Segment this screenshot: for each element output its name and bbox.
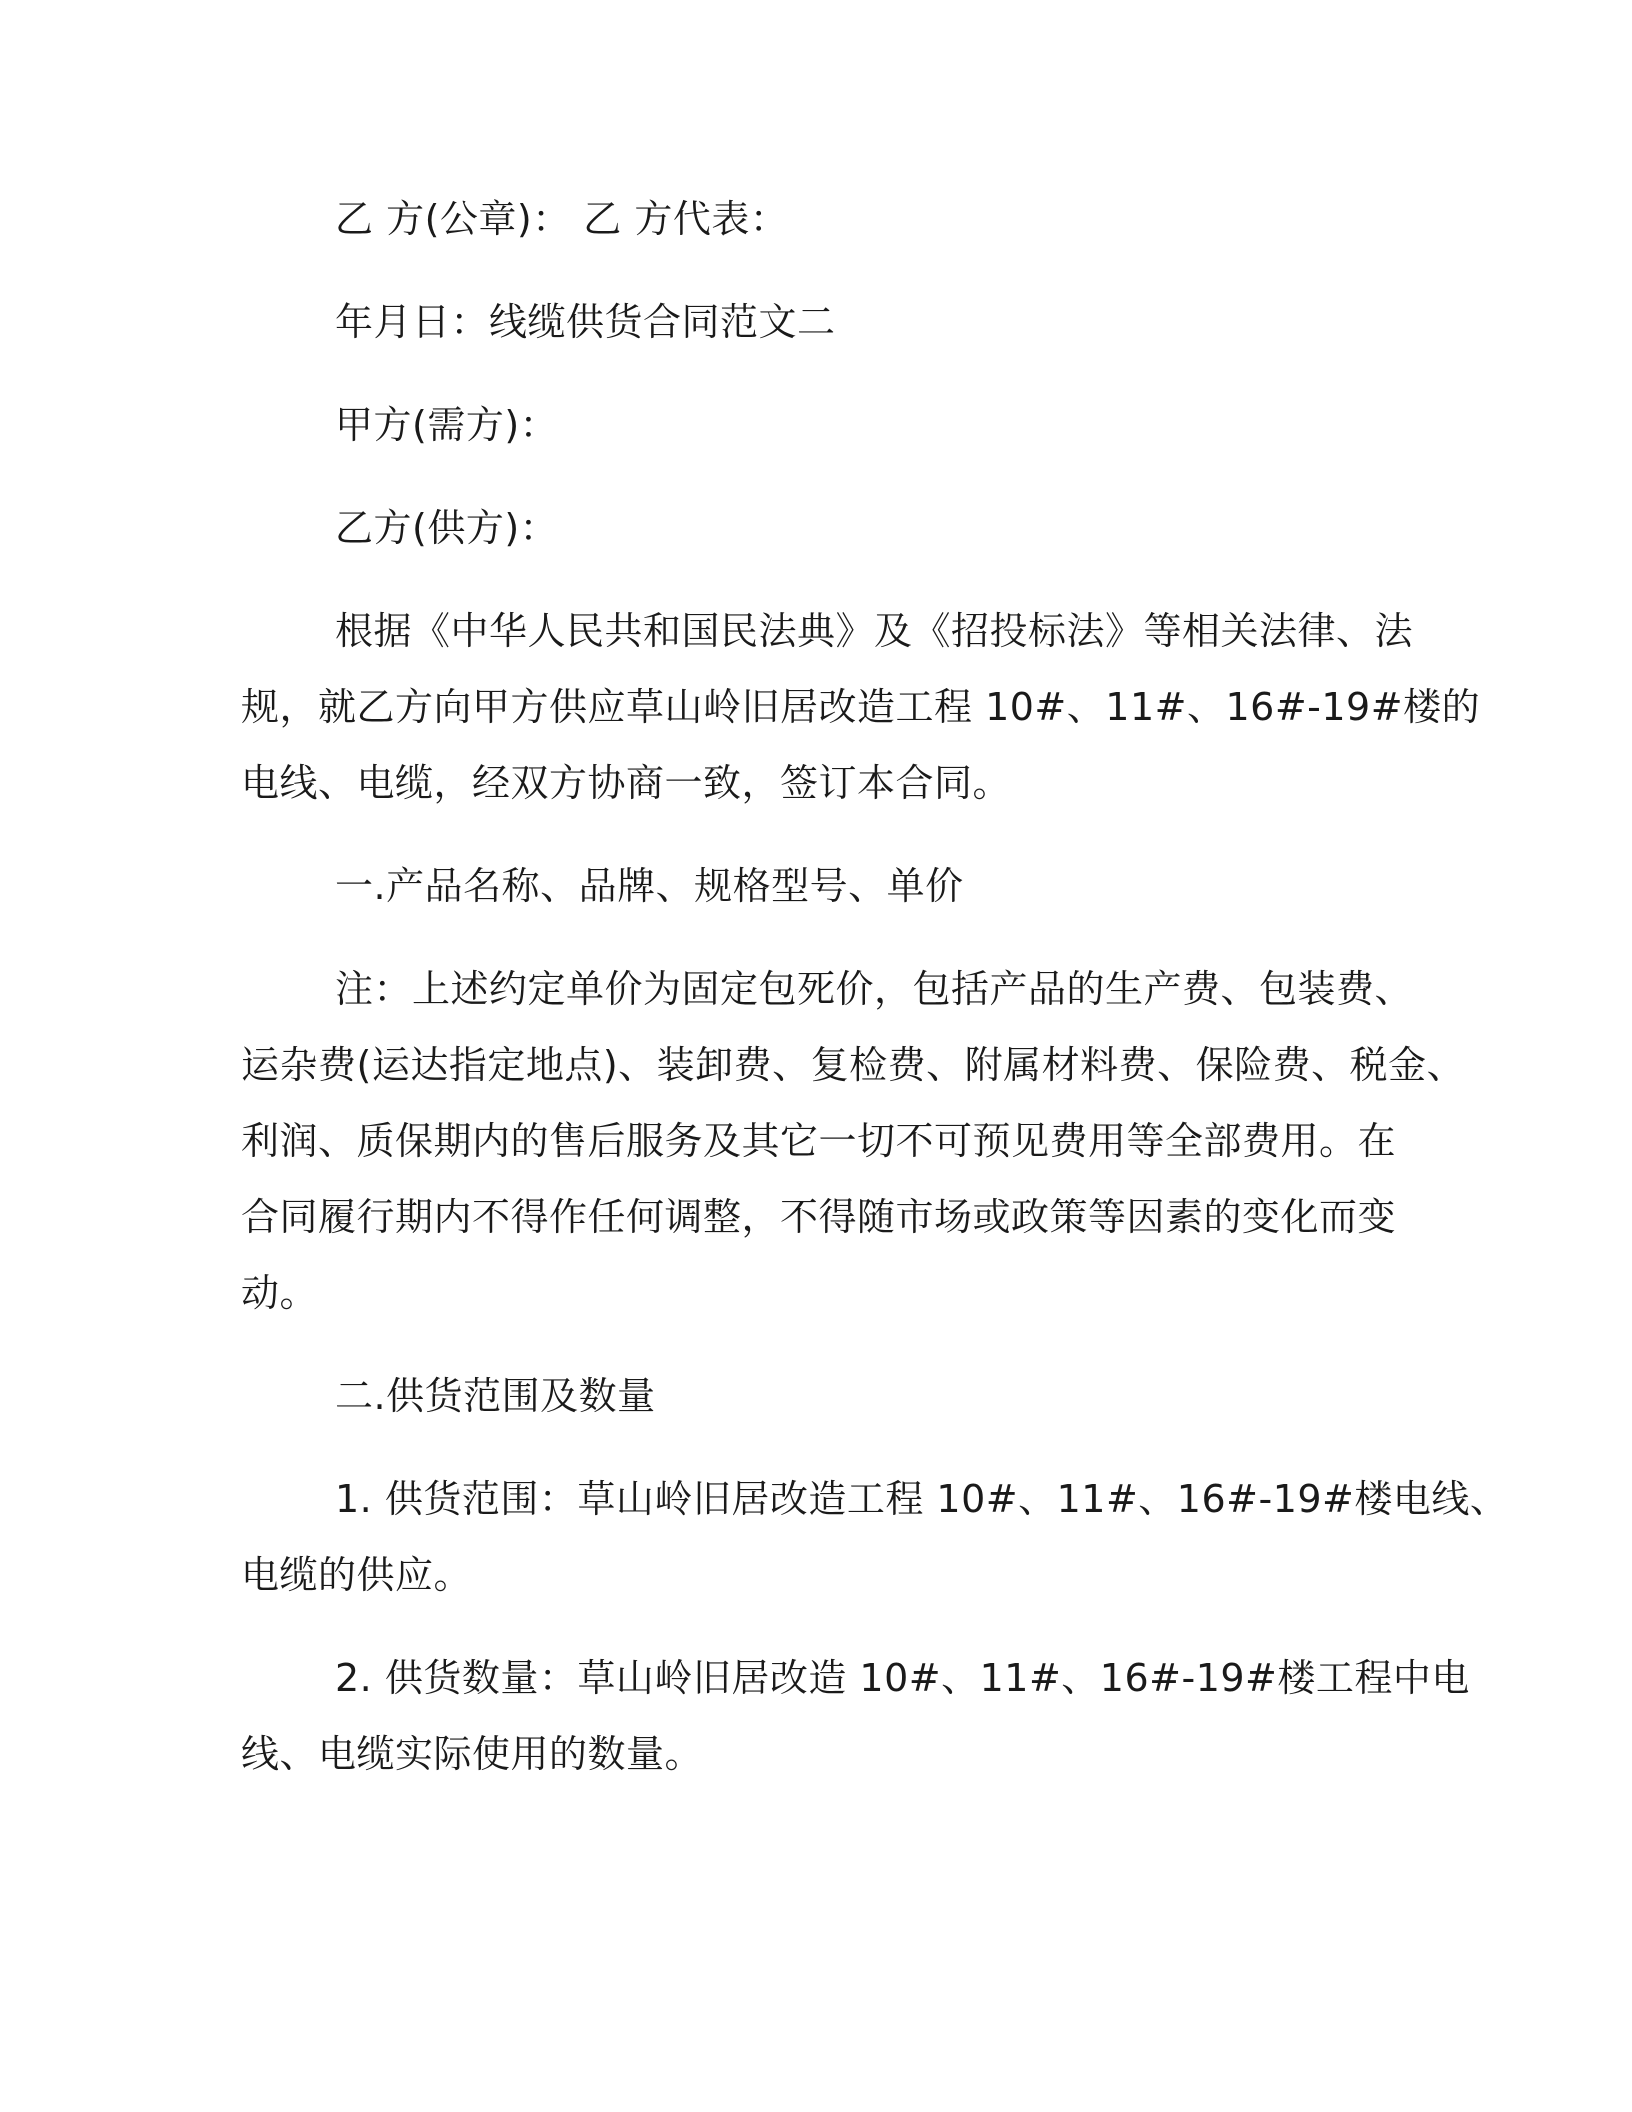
note-line-3: 利润、质保期内的售后服务及其它一切不可预见费用等全部费用。在 [241,1119,1397,1163]
note-line-4: 合同履行期内不得作任何调整，不得随市场或政策等因素的变化而变 [241,1195,1397,1239]
section-1-heading: 一.产品名称、品牌、规格型号、单价 [335,864,964,908]
party-b-line: 乙方(供方)： [335,506,559,550]
party-a-line: 甲方(需方)： [335,403,559,447]
note-line-5: 动。 [241,1271,319,1315]
note-line-2: 运杂费(运达指定地点)、装卸费、复检费、附属材料费、保险费、税金、 [241,1043,1466,1087]
party-b-seal-line: 乙 方(公章)： 乙 方代表： [335,197,789,241]
date-and-title-line: 年月日：线缆供货合同范文二 [335,300,836,344]
item-1-line-1: 1. 供货范围：草山岭旧居改造工程 10#、11#、16#-19#楼电线、 [335,1477,1509,1521]
item-2-line-1: 2. 供货数量：草山岭旧居改造 10#、11#、16#-19#楼工程中电 [335,1656,1470,1700]
section-2-heading: 二.供货范围及数量 [335,1374,656,1418]
item-2-line-2: 线、电缆实际使用的数量。 [241,1732,704,1776]
preamble-line-1: 根据《中华人民共和国民法典》及《招投标法》等相关法律、法 [335,609,1414,653]
preamble-line-2: 规，就乙方向甲方供应草山岭旧居改造工程 10#、11#、16#-19#楼的 [241,685,1481,729]
item-1-line-2: 电缆的供应。 [241,1553,473,1597]
note-line-1: 注：上述约定单价为固定包死价，包括产品的生产费、包装费、 [335,967,1414,1011]
preamble-line-3: 电线、电缆，经双方协商一致，签订本合同。 [241,761,1012,805]
